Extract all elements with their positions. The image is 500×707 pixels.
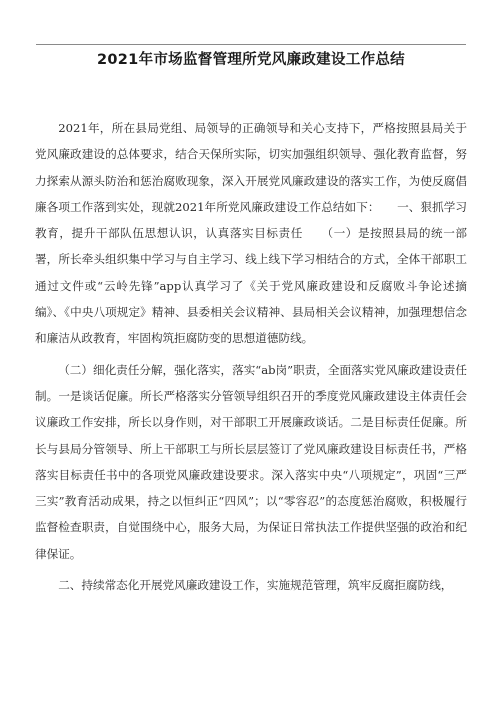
paragraph-intro: 2021年，所在县局党组、局领导的正确领导和关心支持下，严格按照县局关于党风廉政建设的总体要求，结合天保所实际，切实加强组织领导、强化教育监督，努力探索从源头防治和惩治腐败现象，深入开展党风廉政建设的落实工作，为使反腐倡廉各项工作落到实处，现就2021年所党风廉政建设工作总结如下： 一、狠抓学习教育，提升干部队伍思想认识，认真落实目标责任 （一）是按照县局的统一部署，所长牵头组织集中学习与自主学习、线上线下学习相结合的方式，全体干部职工通过文件或“云岭先锋”app认真学习了《关于党风廉政建设和反腐败斗争论述摘编》、《中央八项规定》精神、县委相关会议精神、县局相关会议精神，加强理想信念和廉洁从政教育，牢固构筑拒腐防变的思想道德防线。	[35, 121, 467, 346]
document-title: 2021年市场监督管理所党风廉政建设工作总结	[97, 52, 405, 68]
document-body	[35, 115, 467, 598]
header-rule	[36, 44, 466, 45]
paragraph-section-two: 二、持续常态化开展党风廉政建设工作，实施规范管理，筑牢反腐拒腐防线，	[58, 578, 453, 593]
paragraph-responsibility: （二）细化责任分解，强化落实，落实“ab岗”职责，全面落实党风廉政建设责任制。一是谈话促廉。所长严格落实分管领导组织召开的季度党风廉政建设主体责任会议廉政工作安排，所长以身作则，对干部职工开展廉政谈话。二是目标责任促廉。所长与县局分管领导、所上干部职工与所长层层签订了党风廉政建设目标责任书，严格落实目标责任书中的各项党风廉政建设要求。深入落实中央“八项规定”，巩固“三严三实”教育活动成果，持之以恒纠正“四风”；以“零容忍”的态度惩治腐败，积极履行监督检查职责，自觉围绕中心，服务大局，为保证日常执法工作提供坚强的政治和纪律保证。	[35, 362, 467, 561]
